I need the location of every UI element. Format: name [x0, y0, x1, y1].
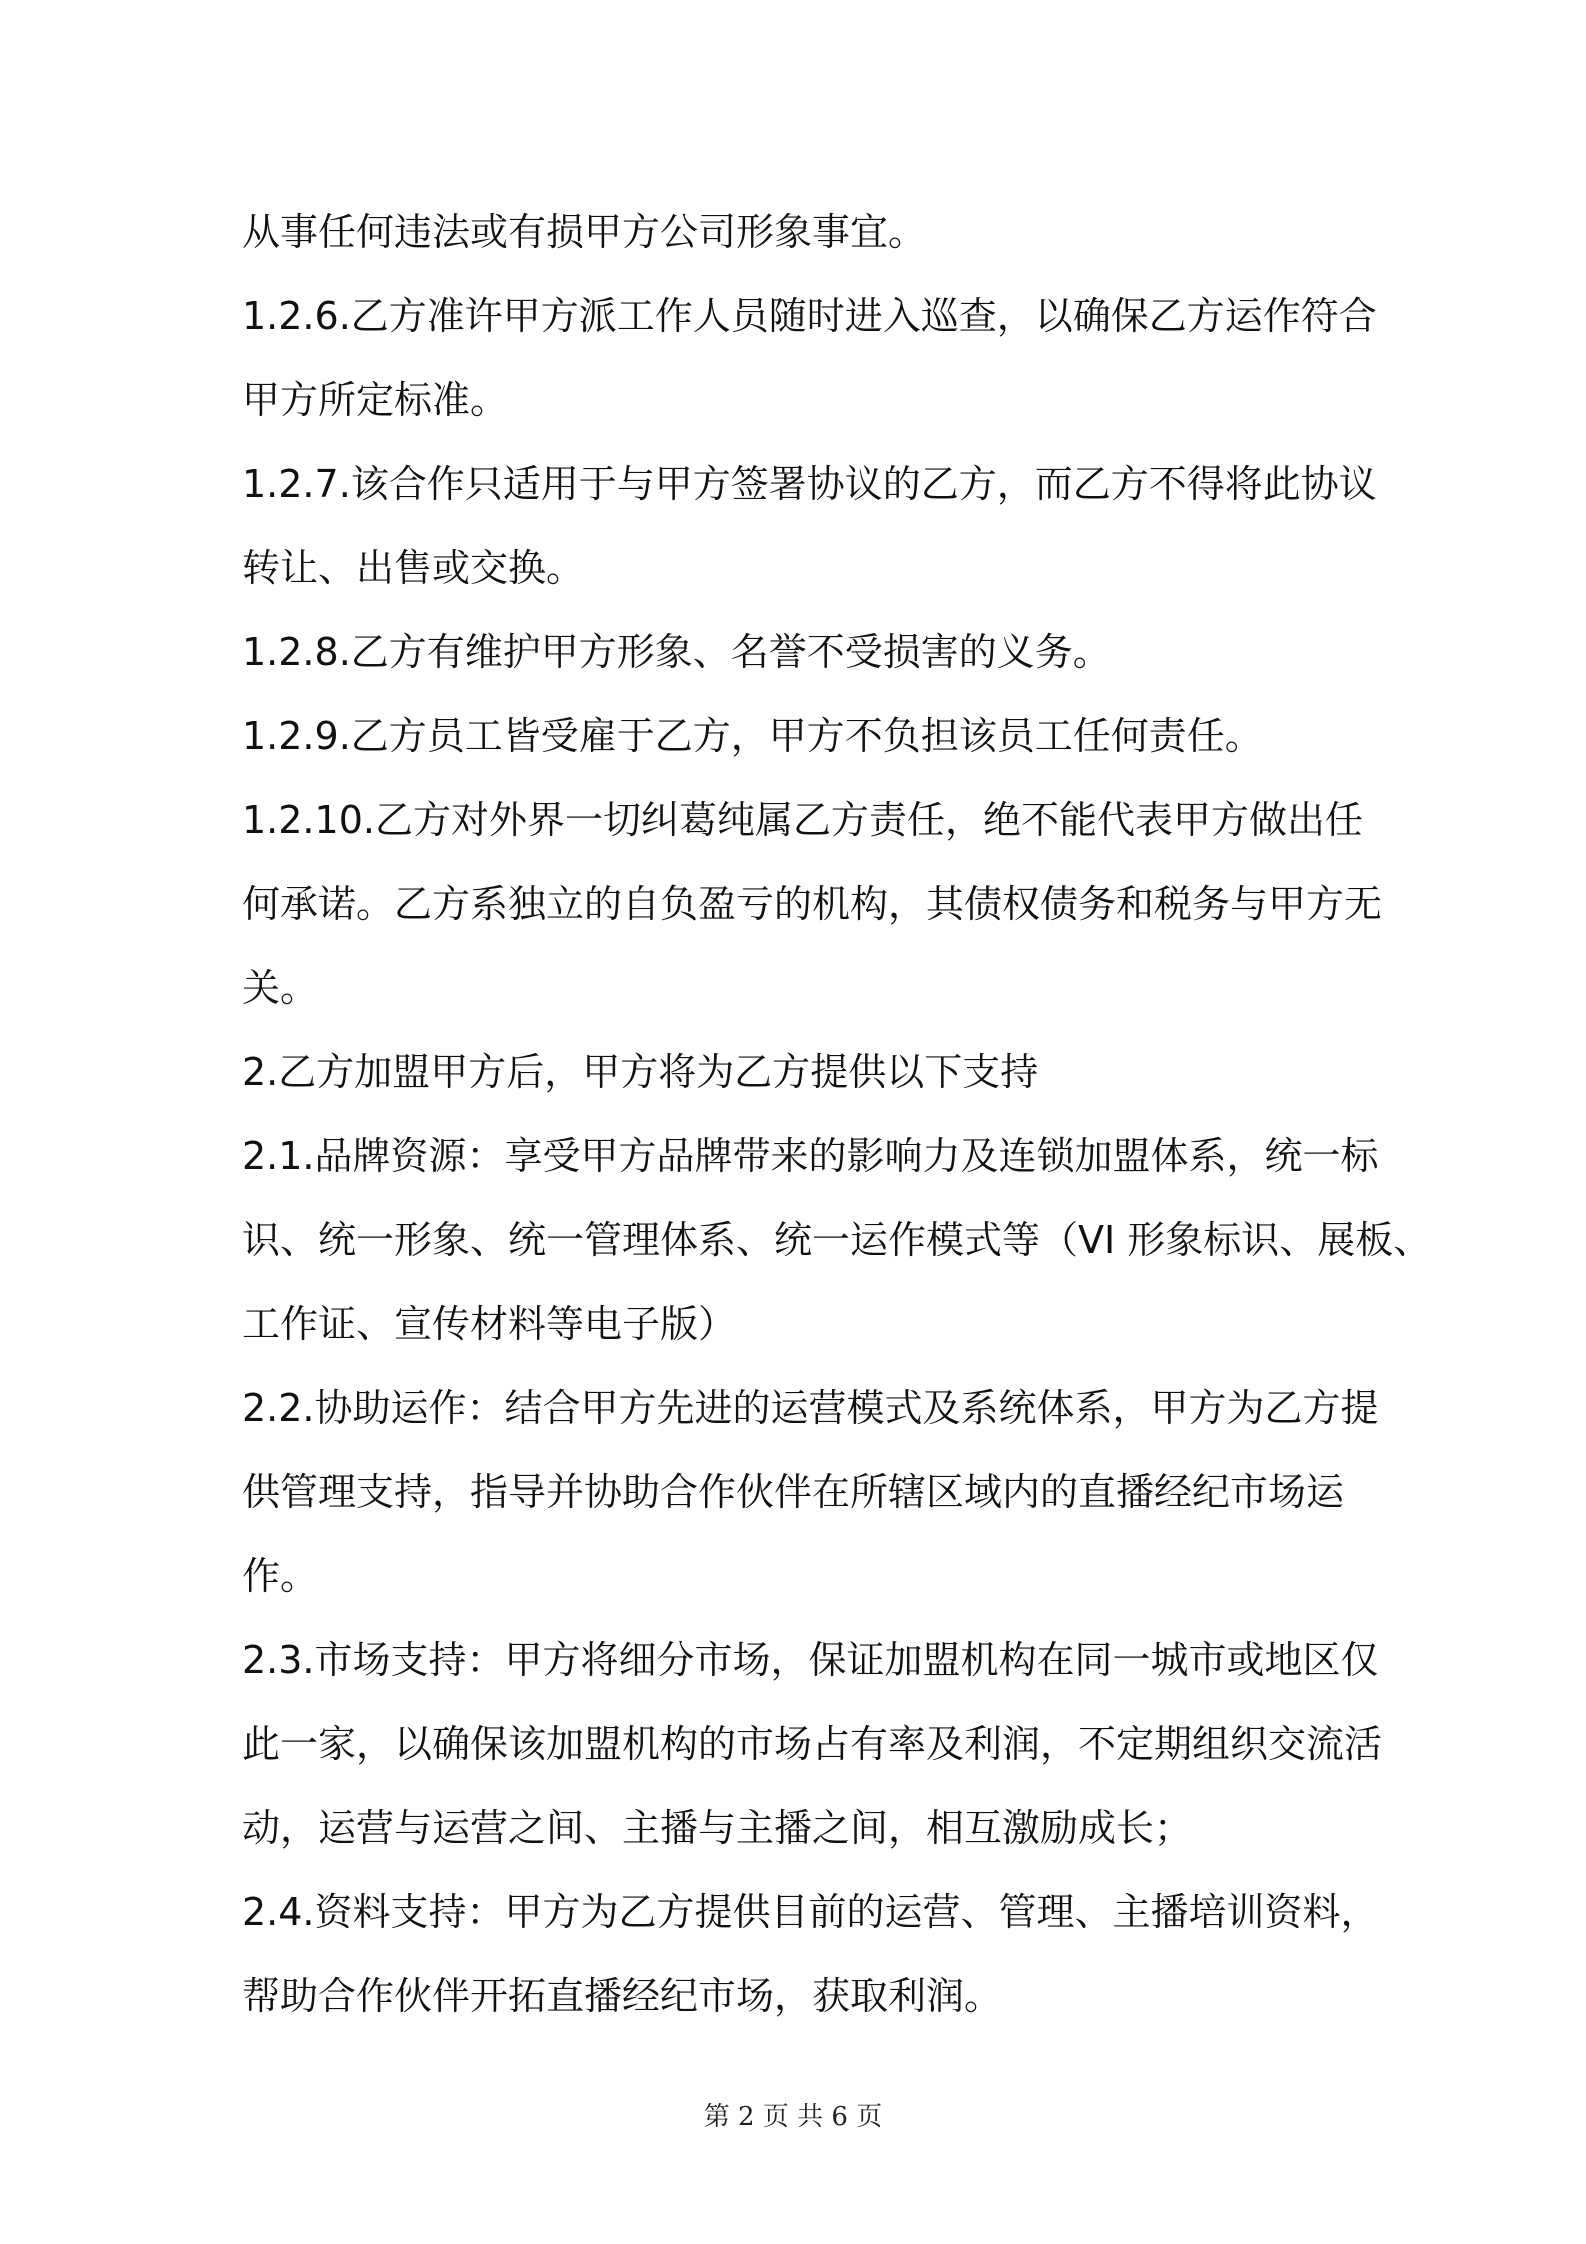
- text-line: 转让、出售或交换。: [242, 546, 585, 590]
- text-line: 供管理支持，指导并协助合作伙伴在所辖区域内的直播经纪市场运: [242, 1470, 1345, 1514]
- document-body: [242, 190, 1432, 2038]
- text-line: 关。: [242, 966, 319, 1010]
- text-line: 工作证、宣传材料等电子版）: [242, 1302, 737, 1346]
- text-line: 甲方所定标准。: [242, 378, 509, 422]
- text-line: 何承诺。乙方系独立的自负盈亏的机构，其债权债务和税务与甲方无: [242, 882, 1383, 926]
- text-line: 2.1.品牌资源：享受甲方品牌带来的影响力及连锁加盟体系，统一标: [242, 1134, 1379, 1178]
- text-line: 1.2.7.该合作只适用于与甲方签署协议的乙方，而乙方不得将此协议: [242, 462, 1377, 506]
- text-line: 从事任何违法或有损甲方公司形象事宜。: [242, 210, 927, 254]
- text-line: 作。: [242, 1554, 319, 1598]
- text-line: 动，运营与运营之间、主播与主播之间，相互激励成长；: [242, 1806, 1193, 1850]
- text-line: 识、统一形象、统一管理体系、统一运作模式等（VI 形象标识、展板、: [242, 1218, 1432, 1262]
- text-line: 此一家，以确保该加盟机构的市场占有率及利润，不定期组织交流活: [242, 1722, 1383, 1766]
- text-line: 2.2.协助运作：结合甲方先进的运营模式及系统体系，甲方为乙方提: [242, 1386, 1379, 1430]
- text-line: 1.2.8.乙方有维护甲方形象、名誉不受损害的义务。: [242, 630, 1111, 674]
- page-number-footer: 第 2 页 共 6 页: [703, 2102, 883, 2132]
- text-line: 1.2.9.乙方员工皆受雇于乙方，甲方不负担该员工任何责任。: [242, 714, 1263, 758]
- text-line: 2.3.市场支持：甲方将细分市场，保证加盟机构在同一城市或地区仅: [242, 1638, 1379, 1682]
- text-line: 1.2.6.乙方准许甲方派工作人员随时进入巡查，以确保乙方运作符合: [242, 294, 1377, 338]
- text-line: 2.4.资料支持：甲方为乙方提供目前的运营、管理、主播培训资料，: [242, 1890, 1379, 1934]
- text-line: 帮助合作伙伴开拓直播经纪市场，获取利润。: [242, 1974, 1003, 2018]
- text-line: 1.2.10.乙方对外界一切纠葛纯属乙方责任，绝不能代表甲方做出任: [242, 798, 1363, 842]
- text-line: 2.乙方加盟甲方后，甲方将为乙方提供以下支持: [242, 1050, 1039, 1094]
